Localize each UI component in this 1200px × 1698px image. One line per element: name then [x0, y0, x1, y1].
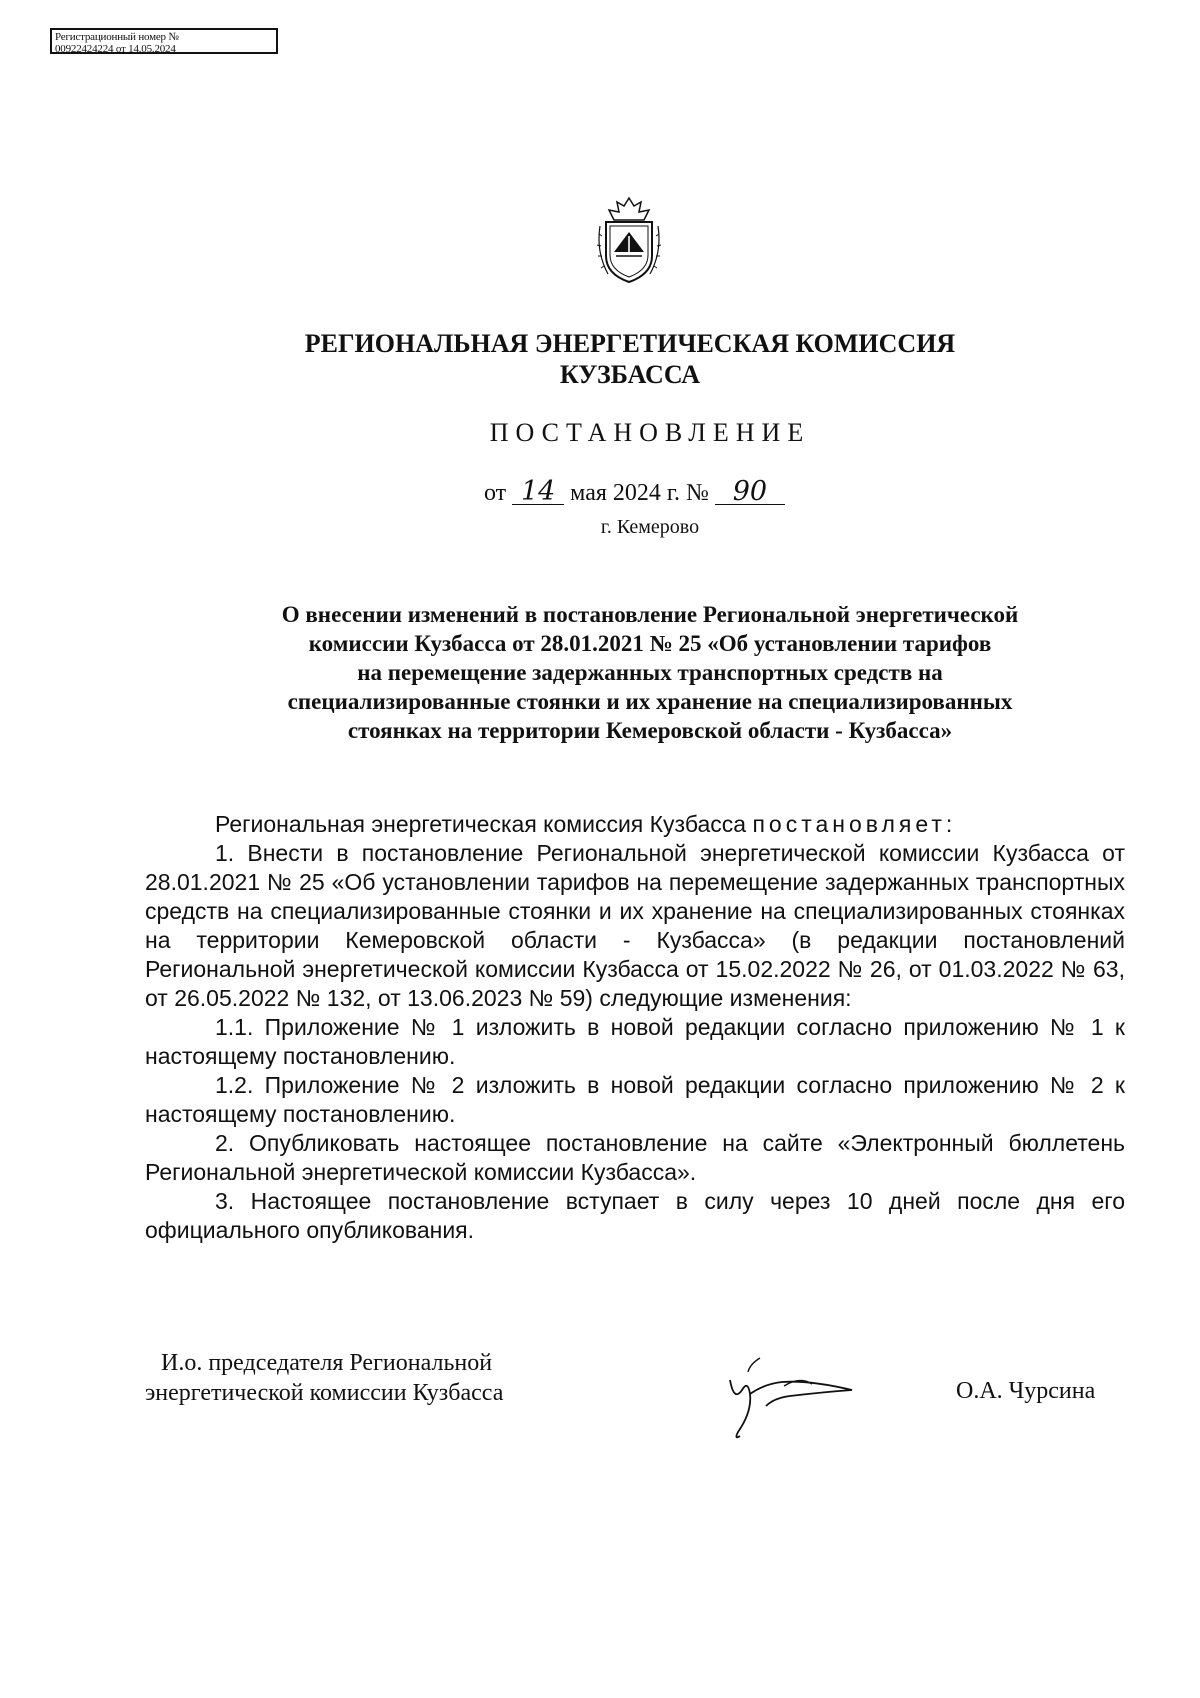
document-body: [145, 810, 1125, 1245]
title-line: комиссии Кузбасса от 28.01.2021 № 25 «Об установлении тарифов: [308, 631, 992, 656]
registration-line-2: 00922424224 от 14.05.2024: [55, 43, 176, 55]
agency-name: [260, 328, 1000, 390]
date-month-year: мая 2024 г.: [570, 480, 681, 506]
handwritten-signature-icon: [720, 1350, 870, 1446]
paragraph-3: 3. Настоящее постановление вступает в силу через 10 дней после дня его официального опубликования.: [145, 1188, 1125, 1243]
registration-stamp: [50, 28, 278, 54]
title-line: стоянках на территории Кемеровской области - Кузбасса»: [347, 718, 953, 743]
date-line: [484, 476, 785, 507]
document-number: 90: [715, 480, 785, 505]
kuzbass-coat-of-arms-icon: [594, 196, 664, 286]
paragraph-1-1: 1.1. Приложение № 1 изложить в новой редакции согласно приложению № 1 к настоящему постановлению.: [145, 1014, 1125, 1069]
signatory-name: О.А. Чурсина: [956, 1378, 1096, 1404]
paragraph-1-2: 1.2. Приложение № 2 изложить в новой редакции согласно приложению № 2 к настоящему постановлению.: [145, 1072, 1125, 1127]
agency-name-line-1: РЕГИОНАЛЬНАЯ ЭНЕРГЕТИЧЕСКАЯ КОМИССИЯ: [304, 329, 956, 358]
signatory-title-line-1: И.о. председателя Региональной: [161, 1350, 493, 1376]
document-title: [170, 600, 1130, 745]
title-line: О внесении изменений в постановление Региональной энергетической: [281, 602, 1019, 627]
title-line: на перемещение задержанных транспортных средств на: [357, 660, 943, 685]
document-number-label: №: [686, 480, 709, 506]
registration-line-1: Регистрационный номер №: [55, 31, 179, 43]
paragraph-2: 2. Опубликовать настоящее постановление на сайте «Электронный бюллетень Региональной энергетической комиссии Кузбасса».: [145, 1130, 1125, 1185]
city: г. Кемерово: [600, 516, 700, 538]
signatory-title: [145, 1348, 503, 1408]
paragraph-1: 1. Внести в постановление Региональной энергетической комиссии Кузбасса от 28.01.2021 № 25 «Об установлении тарифов на перемещение задержанных транспортных средств на специализированные стоянки и их хранение на специализированных стоянках на территории Кемеровской области - Кузбасса» (в редакции постановлений Региональной энергетической комиссии Кузбасса от 15.02.2022 № 26, от 01.03.2022 № 63, от 26.05.2022 № 132, от 13.06.2023 № 59) следующие изменения:: [145, 840, 1125, 1011]
signatory-title-line-2: энергетической комиссии Кузбасса: [145, 1380, 504, 1406]
date-day: 14: [512, 480, 564, 505]
title-line: специализированные стоянки и их хранение на специализированных: [287, 689, 1013, 714]
intro-verb: постановляет:: [752, 811, 957, 837]
document-type: ПОСТАНОВЛЕНИЕ: [489, 418, 811, 447]
intro-paragraph: [145, 810, 1125, 839]
intro-text: Региональная энергетическая комиссия Кузбасса: [215, 811, 747, 837]
agency-name-line-2: КУЗБАССА: [559, 360, 701, 389]
date-prefix: от: [484, 480, 507, 506]
